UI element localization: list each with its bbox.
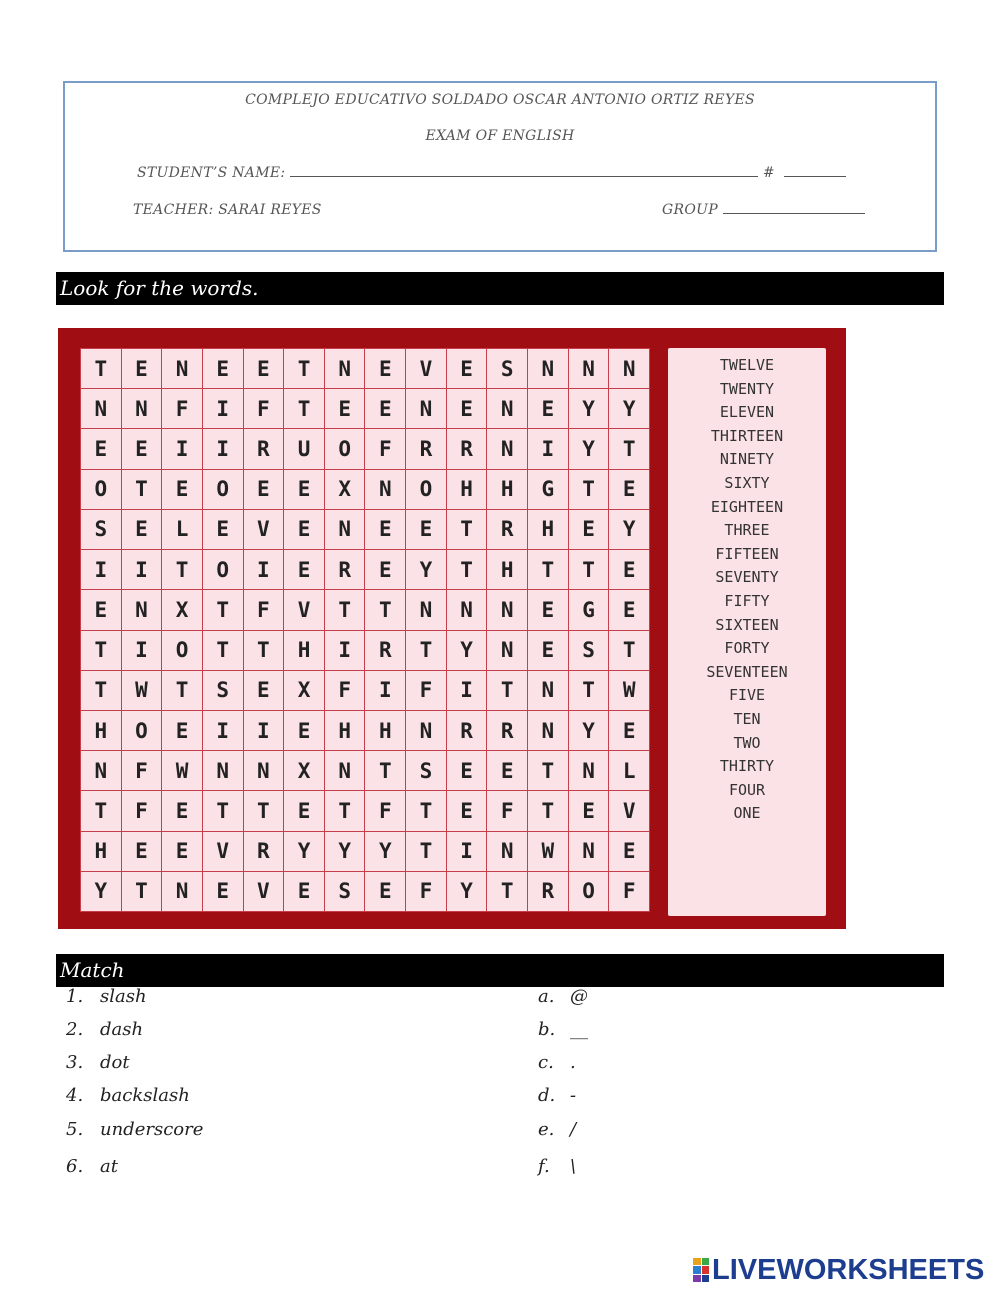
- match-option[interactable]: [538, 1085, 576, 1106]
- grid-cell[interactable]: Y: [81, 872, 122, 912]
- grid-cell[interactable]: T: [365, 751, 406, 791]
- grid-cell[interactable]: F: [365, 791, 406, 831]
- student-name-label: STUDENT’S NAME:: [137, 165, 286, 181]
- group-label: GROUP: [662, 202, 718, 218]
- grid-cell[interactable]: T: [487, 872, 528, 912]
- grid-cell[interactable]: E: [406, 510, 447, 550]
- grid-cell[interactable]: F: [406, 671, 447, 711]
- grid-cell[interactable]: T: [325, 791, 366, 831]
- grid-cell[interactable]: I: [203, 711, 244, 751]
- grid-cell[interactable]: E: [122, 349, 163, 389]
- word-list-item: ONE: [733, 804, 761, 823]
- grid-cell[interactable]: T: [528, 791, 569, 831]
- grid-cell[interactable]: G: [528, 470, 569, 510]
- word-list-item: THIRTEEN: [710, 426, 784, 445]
- grid-cell[interactable]: T: [569, 550, 610, 590]
- grid-cell[interactable]: T: [81, 349, 122, 389]
- grid-cell[interactable]: H: [365, 711, 406, 751]
- word-list-item: THIRTY: [719, 757, 775, 776]
- grid-cell[interactable]: E: [284, 550, 325, 590]
- grid-cell[interactable]: R: [487, 510, 528, 550]
- grid-cell[interactable]: E: [528, 590, 569, 630]
- grid-cell[interactable]: Y: [609, 510, 650, 550]
- grid-cell[interactable]: R: [406, 429, 447, 469]
- grid-cell[interactable]: Y: [406, 550, 447, 590]
- grid-cell[interactable]: N: [244, 751, 285, 791]
- match-term-text: dash: [100, 1019, 144, 1040]
- grid-cell[interactable]: T: [325, 590, 366, 630]
- match-option[interactable]: [538, 1052, 576, 1073]
- match-option-symbol: @: [570, 986, 588, 1007]
- grid-cell[interactable]: V: [284, 590, 325, 630]
- grid-cell[interactable]: E: [365, 510, 406, 550]
- grid-cell[interactable]: X: [284, 671, 325, 711]
- grid-cell[interactable]: N: [406, 590, 447, 630]
- grid-cell[interactable]: H: [284, 631, 325, 671]
- grid-cell[interactable]: N: [447, 590, 488, 630]
- grid-cell[interactable]: N: [162, 872, 203, 912]
- word-list-item: THREE: [724, 521, 770, 540]
- grid-cell[interactable]: R: [244, 832, 285, 872]
- grid-cell[interactable]: E: [447, 389, 488, 429]
- grid-cell[interactable]: T: [81, 631, 122, 671]
- grid-cell[interactable]: E: [162, 470, 203, 510]
- match-term-number: 3.: [66, 1052, 84, 1073]
- grid-cell[interactable]: T: [81, 671, 122, 711]
- grid-cell[interactable]: T: [406, 631, 447, 671]
- grid-cell[interactable]: R: [365, 631, 406, 671]
- grid-cell[interactable]: E: [244, 470, 285, 510]
- student-name-field[interactable]: [290, 165, 758, 177]
- grid-cell[interactable]: H: [487, 470, 528, 510]
- exam-title: EXAM OF ENGLISH: [425, 128, 575, 144]
- grid-cell[interactable]: L: [609, 751, 650, 791]
- match-option-letter: a.: [538, 986, 555, 1007]
- grid-cell[interactable]: O: [203, 470, 244, 510]
- grid-cell[interactable]: W: [122, 671, 163, 711]
- grid-cell[interactable]: F: [325, 671, 366, 711]
- grid-cell[interactable]: F: [406, 872, 447, 912]
- grid-cell[interactable]: X: [284, 751, 325, 791]
- liveworksheets-brand: LIVEWORKSHEETS: [712, 1253, 985, 1286]
- match-term-text: backslash: [100, 1085, 190, 1106]
- group-field[interactable]: [723, 202, 865, 214]
- word-list: [668, 348, 826, 916]
- match-option-symbol: -: [570, 1085, 577, 1106]
- grid-cell[interactable]: E: [122, 510, 163, 550]
- grid-cell[interactable]: I: [528, 429, 569, 469]
- wordsearch-grid[interactable]: [80, 348, 650, 912]
- grid-cell[interactable]: Y: [325, 832, 366, 872]
- grid-cell[interactable]: E: [284, 510, 325, 550]
- match-option-letter: b.: [538, 1019, 556, 1040]
- word-list-item: SEVENTEEN: [706, 662, 788, 681]
- word-list-item: ELEVEN: [719, 403, 775, 422]
- grid-cell[interactable]: N: [528, 671, 569, 711]
- grid-cell[interactable]: X: [162, 590, 203, 630]
- match-option-letter: d.: [538, 1085, 556, 1106]
- grid-cell[interactable]: E: [122, 832, 163, 872]
- grid-cell[interactable]: N: [122, 590, 163, 630]
- grid-cell[interactable]: R: [447, 711, 488, 751]
- grid-cell[interactable]: E: [203, 349, 244, 389]
- grid-cell[interactable]: S: [569, 631, 610, 671]
- grid-cell[interactable]: V: [244, 510, 285, 550]
- grid-cell[interactable]: R: [528, 872, 569, 912]
- grid-cell[interactable]: Y: [365, 832, 406, 872]
- match-term-text: underscore: [100, 1119, 204, 1140]
- grid-cell[interactable]: E: [609, 711, 650, 751]
- grid-cell[interactable]: H: [447, 470, 488, 510]
- number-field[interactable]: [784, 165, 846, 177]
- section-title-match: Match: [56, 954, 944, 987]
- grid-cell[interactable]: I: [447, 832, 488, 872]
- grid-cell[interactable]: I: [122, 631, 163, 671]
- grid-cell[interactable]: H: [325, 711, 366, 751]
- match-option-symbol: .: [570, 1052, 576, 1073]
- match-term-text: dot: [100, 1052, 130, 1073]
- group-row: [662, 202, 865, 218]
- grid-cell[interactable]: E: [447, 751, 488, 791]
- grid-cell[interactable]: V: [244, 872, 285, 912]
- grid-cell[interactable]: S: [406, 751, 447, 791]
- grid-cell[interactable]: E: [81, 590, 122, 630]
- word-list-item: FOUR: [728, 780, 766, 799]
- match-term[interactable]: [66, 1119, 203, 1140]
- grid-cell[interactable]: I: [162, 429, 203, 469]
- grid-cell[interactable]: I: [244, 550, 285, 590]
- grid-cell[interactable]: T: [162, 671, 203, 711]
- grid-cell[interactable]: T: [203, 590, 244, 630]
- grid-cell[interactable]: Y: [447, 872, 488, 912]
- grid-cell[interactable]: I: [365, 671, 406, 711]
- match-option[interactable]: [538, 1019, 588, 1040]
- grid-cell[interactable]: N: [569, 349, 610, 389]
- grid-cell[interactable]: T: [81, 791, 122, 831]
- match-option-symbol: __: [570, 1019, 588, 1040]
- grid-cell[interactable]: N: [487, 389, 528, 429]
- grid-cell[interactable]: N: [325, 510, 366, 550]
- grid-cell[interactable]: F: [122, 791, 163, 831]
- grid-cell[interactable]: I: [325, 631, 366, 671]
- teacher-name: TEACHER: SARAI REYES: [133, 202, 322, 218]
- word-list-item: TWO: [733, 733, 761, 752]
- grid-cell[interactable]: Y: [569, 389, 610, 429]
- grid-cell[interactable]: N: [406, 711, 447, 751]
- match-term-text: at: [100, 1156, 118, 1177]
- grid-cell[interactable]: I: [81, 550, 122, 590]
- grid-cell[interactable]: R: [325, 550, 366, 590]
- grid-cell[interactable]: O: [406, 470, 447, 510]
- grid-cell[interactable]: X: [325, 470, 366, 510]
- grid-cell[interactable]: R: [244, 429, 285, 469]
- grid-cell[interactable]: T: [162, 550, 203, 590]
- grid-cell[interactable]: U: [284, 429, 325, 469]
- student-name-row: [137, 165, 846, 181]
- match-option-letter: c.: [538, 1052, 554, 1073]
- grid-cell[interactable]: T: [122, 470, 163, 510]
- grid-cell[interactable]: E: [609, 590, 650, 630]
- grid-cell[interactable]: R: [447, 429, 488, 469]
- grid-cell[interactable]: T: [122, 872, 163, 912]
- grid-cell[interactable]: N: [81, 389, 122, 429]
- word-list-item: FIFTEEN: [715, 544, 779, 563]
- grid-cell[interactable]: I: [203, 429, 244, 469]
- grid-cell[interactable]: S: [81, 510, 122, 550]
- grid-cell[interactable]: I: [203, 389, 244, 429]
- grid-cell[interactable]: E: [365, 389, 406, 429]
- liveworksheets-logo-icon: [693, 1258, 709, 1282]
- grid-cell[interactable]: Y: [447, 631, 488, 671]
- grid-cell[interactable]: L: [162, 510, 203, 550]
- grid-cell[interactable]: H: [528, 510, 569, 550]
- grid-cell[interactable]: T: [528, 751, 569, 791]
- grid-cell[interactable]: T: [528, 550, 569, 590]
- grid-cell[interactable]: F: [609, 872, 650, 912]
- grid-cell[interactable]: N: [569, 832, 610, 872]
- grid-cell[interactable]: E: [487, 751, 528, 791]
- grid-cell[interactable]: N: [406, 389, 447, 429]
- match-term[interactable]: [66, 1052, 130, 1073]
- word-list-item: SEVENTY: [715, 568, 779, 587]
- match-term[interactable]: [66, 1019, 143, 1040]
- match-term[interactable]: [66, 1085, 190, 1106]
- grid-cell[interactable]: V: [609, 791, 650, 831]
- liveworksheets-logo: [693, 1253, 984, 1287]
- grid-cell[interactable]: F: [162, 389, 203, 429]
- grid-cell[interactable]: H: [81, 832, 122, 872]
- grid-cell[interactable]: O: [203, 550, 244, 590]
- grid-cell[interactable]: Y: [284, 832, 325, 872]
- grid-cell[interactable]: N: [162, 349, 203, 389]
- grid-cell[interactable]: O: [325, 429, 366, 469]
- grid-cell[interactable]: O: [81, 470, 122, 510]
- grid-cell[interactable]: F: [244, 389, 285, 429]
- word-list-item: SIXTEEN: [715, 615, 779, 634]
- grid-cell[interactable]: N: [487, 590, 528, 630]
- grid-cell[interactable]: E: [162, 832, 203, 872]
- grid-cell[interactable]: T: [569, 671, 610, 711]
- grid-cell[interactable]: N: [528, 711, 569, 751]
- match-option-symbol: /: [570, 1119, 577, 1140]
- grid-cell[interactable]: N: [569, 751, 610, 791]
- grid-cell[interactable]: E: [447, 349, 488, 389]
- match-term-number: 5.: [66, 1119, 84, 1140]
- grid-cell[interactable]: E: [284, 872, 325, 912]
- grid-cell[interactable]: H: [487, 550, 528, 590]
- grid-cell[interactable]: T: [447, 510, 488, 550]
- grid-cell[interactable]: F: [487, 791, 528, 831]
- grid-cell[interactable]: E: [81, 429, 122, 469]
- word-list-item: FIVE: [728, 686, 766, 705]
- grid-cell[interactable]: T: [244, 791, 285, 831]
- grid-cell[interactable]: F: [365, 429, 406, 469]
- match-term[interactable]: [66, 1156, 118, 1177]
- word-list-item: EIGHTEEN: [710, 497, 784, 516]
- grid-cell[interactable]: I: [447, 671, 488, 711]
- grid-cell[interactable]: T: [203, 791, 244, 831]
- grid-cell[interactable]: O: [569, 872, 610, 912]
- grid-cell[interactable]: N: [365, 470, 406, 510]
- match-term-number: 6.: [66, 1156, 84, 1177]
- grid-cell[interactable]: F: [122, 751, 163, 791]
- grid-cell[interactable]: N: [122, 389, 163, 429]
- grid-cell[interactable]: E: [365, 349, 406, 389]
- word-list-item: TEN: [733, 709, 761, 728]
- grid-cell[interactable]: E: [203, 872, 244, 912]
- grid-cell[interactable]: E: [609, 832, 650, 872]
- school-name: COMPLEJO EDUCATIVO SOLDADO OSCAR ANTONIO ORTIZ REYES: [245, 92, 755, 108]
- grid-cell[interactable]: E: [162, 711, 203, 751]
- grid-cell[interactable]: E: [569, 510, 610, 550]
- grid-cell[interactable]: T: [284, 349, 325, 389]
- grid-cell[interactable]: E: [122, 429, 163, 469]
- grid-cell[interactable]: N: [528, 349, 569, 389]
- grid-cell[interactable]: E: [203, 510, 244, 550]
- grid-cell[interactable]: T: [487, 671, 528, 711]
- grid-cell[interactable]: E: [609, 550, 650, 590]
- grid-cell[interactable]: T: [365, 590, 406, 630]
- grid-cell[interactable]: Y: [569, 711, 610, 751]
- grid-cell[interactable]: E: [325, 389, 366, 429]
- grid-cell[interactable]: N: [487, 429, 528, 469]
- grid-cell[interactable]: V: [203, 832, 244, 872]
- grid-cell[interactable]: T: [244, 631, 285, 671]
- match-option-symbol: \: [570, 1156, 577, 1177]
- grid-cell[interactable]: E: [162, 791, 203, 831]
- grid-cell[interactable]: E: [569, 791, 610, 831]
- grid-cell[interactable]: E: [365, 550, 406, 590]
- grid-cell[interactable]: T: [609, 429, 650, 469]
- grid-cell[interactable]: T: [447, 550, 488, 590]
- grid-cell[interactable]: G: [569, 590, 610, 630]
- grid-cell[interactable]: E: [244, 349, 285, 389]
- grid-cell[interactable]: S: [203, 671, 244, 711]
- section-title-wordsearch: Look for the words.: [56, 272, 944, 305]
- grid-cell[interactable]: W: [162, 751, 203, 791]
- match-option[interactable]: [538, 1119, 576, 1140]
- grid-cell[interactable]: T: [284, 389, 325, 429]
- grid-cell[interactable]: I: [122, 550, 163, 590]
- word-list-item: TWENTY: [719, 379, 775, 398]
- grid-cell[interactable]: N: [325, 349, 366, 389]
- grid-cell[interactable]: N: [609, 349, 650, 389]
- match-term-text: slash: [100, 986, 147, 1007]
- grid-cell[interactable]: T: [203, 631, 244, 671]
- grid-cell[interactable]: E: [284, 711, 325, 751]
- exam-header: [63, 81, 937, 252]
- grid-cell[interactable]: T: [569, 470, 610, 510]
- grid-cell[interactable]: E: [528, 631, 569, 671]
- number-label: #: [762, 165, 775, 181]
- word-list-item: NINETY: [719, 450, 775, 469]
- grid-cell[interactable]: E: [447, 791, 488, 831]
- match-term-number: 2.: [66, 1019, 84, 1040]
- word-list-item: FIFTY: [724, 591, 770, 610]
- match-option[interactable]: [538, 1156, 576, 1177]
- grid-cell[interactable]: E: [365, 872, 406, 912]
- word-list-item: FORTY: [724, 639, 770, 658]
- grid-cell[interactable]: E: [244, 671, 285, 711]
- grid-cell[interactable]: T: [406, 791, 447, 831]
- grid-cell[interactable]: T: [406, 832, 447, 872]
- grid-cell[interactable]: Y: [569, 429, 610, 469]
- word-list-item: TWELVE: [719, 356, 775, 374]
- grid-cell[interactable]: S: [325, 872, 366, 912]
- grid-cell[interactable]: H: [81, 711, 122, 751]
- grid-cell[interactable]: N: [81, 751, 122, 791]
- grid-cell[interactable]: E: [284, 791, 325, 831]
- grid-cell[interactable]: E: [284, 470, 325, 510]
- grid-cell[interactable]: Y: [609, 389, 650, 429]
- match-term-number: 1.: [66, 986, 84, 1007]
- grid-cell[interactable]: S: [487, 349, 528, 389]
- grid-cell[interactable]: N: [325, 751, 366, 791]
- grid-cell[interactable]: O: [122, 711, 163, 751]
- match-term[interactable]: [66, 986, 147, 1007]
- grid-cell[interactable]: E: [528, 389, 569, 429]
- grid-cell[interactable]: W: [609, 671, 650, 711]
- match-option-letter: e.: [538, 1119, 555, 1140]
- grid-cell[interactable]: E: [609, 470, 650, 510]
- grid-cell[interactable]: V: [406, 349, 447, 389]
- grid-cell[interactable]: O: [162, 631, 203, 671]
- match-option[interactable]: [538, 986, 588, 1007]
- grid-cell[interactable]: N: [203, 751, 244, 791]
- grid-cell[interactable]: F: [244, 590, 285, 630]
- grid-cell[interactable]: I: [244, 711, 285, 751]
- grid-cell[interactable]: N: [487, 631, 528, 671]
- word-list-item: SIXTY: [724, 473, 770, 492]
- match-option-letter: f.: [538, 1156, 550, 1177]
- grid-cell[interactable]: W: [528, 832, 569, 872]
- grid-cell[interactable]: T: [609, 631, 650, 671]
- match-term-number: 4.: [66, 1085, 84, 1106]
- grid-cell[interactable]: R: [487, 711, 528, 751]
- grid-cell[interactable]: N: [487, 832, 528, 872]
